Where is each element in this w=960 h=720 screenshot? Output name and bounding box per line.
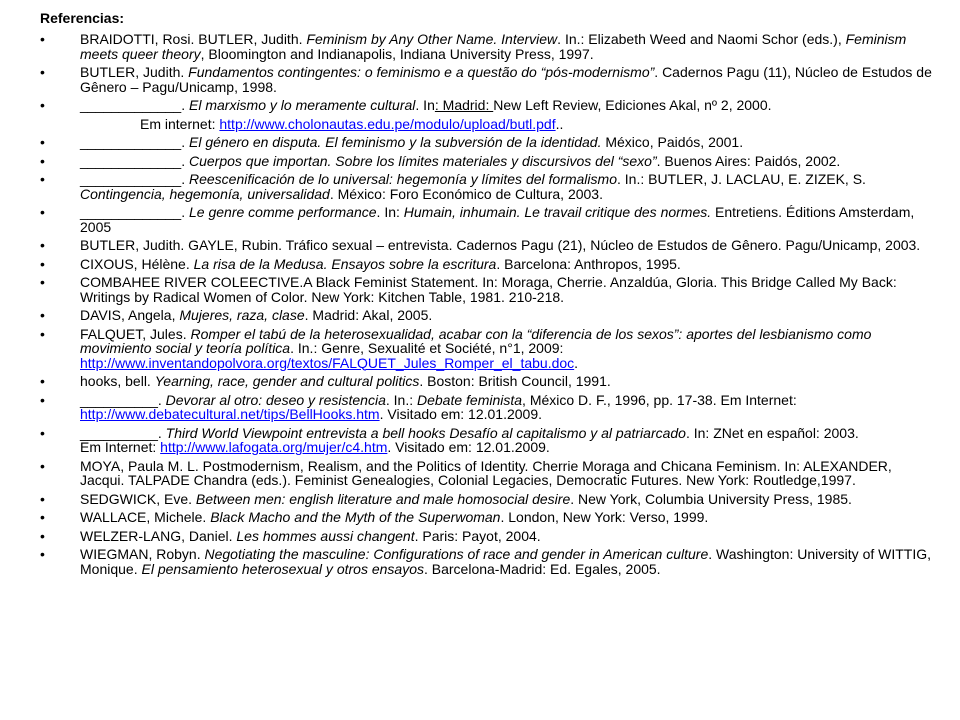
bullet-icon: •: [40, 457, 45, 474]
inventandopolvora-link[interactable]: http://www.inventandopolvora.org/textos/FALQUET_Jules_Romper_el_tabu.doc: [80, 354, 575, 371]
cholonautas-link[interactable]: http://www.cholonautas.edu.pe/modulo/upload/butl.pdf: [219, 115, 556, 132]
ref-butler-genero: • _____________. El género en disputa. El feminismo y la subversión de la identidad. México, Paidós, 2001.: [40, 134, 744, 150]
ref-welzer-lang: • WELZER-LANG, Daniel. Les hommes aussi changent. Paris: Payot, 2004.: [40, 527, 541, 544]
bullet-icon: •: [40, 152, 45, 169]
references-heading: Referencias:: [40, 10, 125, 26]
bullet-icon: •: [40, 307, 45, 323]
ref-braidotti: • BRAIDOTTI, Rosi. BUTLER, Judith. Feminism by Any Other Name. Interview. In.: Elizabeth Weed and Naomi Schor (eds.), Feminism meets queer theory, Bloomington and Indianapolis, Indiana University Press, 1997.: [40, 31, 907, 62]
bullet-icon: •: [40, 546, 45, 562]
bullet-icon: •: [40, 325, 45, 342]
ref-butler-marxismo: • _____________. El marxismo y lo meramente cultural. In: Madrid: New Left Review, Ediciones Akal, nº 2, 2000.: [40, 97, 772, 113]
ref-butler-gayle: • BUTLER, Judith. GAYLE, Rubin. Tráfico sexual – entrevista. Cadernos Pagu (21), Núcleo de Estudos de Gênero. Pagu/Unicamp, 2003.: [40, 237, 921, 253]
ref-wiegman: • WIEGMAN, Robyn. Negotiating the masculine: Configurations of race and gender in American culture. Washington: University of WITTIG, Monique. El pensamiento heterosexual y otros ensayos. Barcelona-Madrid: Ed. Egales, 2005.: [40, 546, 932, 577]
ref-wallace: • WALLACE, Michele. Black Macho and the Myth of the Superwoman. London, New York: Verso, 1999.: [40, 509, 709, 525]
references-list: [40, 32, 940, 576]
ref-hooks-znet: • __________. Third World Viewpoint entrevista a bell hooks Desafío al capitalismo y al patriarcado. In: ZNet en español: 2003. Em Internet: http://www.lafogata.org/mujer/c4.htm. Visitado em: 12.01.2009.: [40, 424, 859, 455]
ref-davis: • DAVIS, Angela, Mujeres, raza, clase. Madrid: Akal, 2005.: [40, 307, 433, 323]
bullet-icon: •: [40, 64, 45, 80]
bullet-icon: •: [40, 274, 45, 290]
ref-cixous: • CIXOUS, Hélène. La risa de la Medusa. Ensayos sobre la escritura. Barcelona: Anthropos, 1995.: [40, 255, 681, 272]
bullet-icon: •: [40, 527, 45, 544]
ref-moya: • MOYA, Paula M. L. Postmodernism, Realism, and the Politics of Identity. Cherrie Moraga and Chicana Feminism. In: ALEXANDER, Jacqui. TALPADE Chandra (eds.). Feminist Genealogies, Colonial Legacies, Democratic Futures. New York: Routledge,1997.: [40, 457, 892, 488]
bullet-icon: •: [40, 31, 45, 47]
bullet-icon: •: [40, 509, 45, 525]
ref-falquet: • FALQUET, Jules. Romper el tabú de la heterosexualidad, acabar con la “diferencia de los sexos”: aportes del lesbianismo como movimiento social y teoría política. In.: Genre, Sexualité et Société, n°1, 2009: http://www.inventandopolvora.org/textos/FALQUET_Jules_Romper_el_tabu.doc.: [40, 325, 872, 371]
ref-butler-fundamentos: • BUTLER, Judith. Fundamentos contingentes: o feminismo e a questão do “pós-modernismo”. Cadernos Pagu (11), Núcleo de Estudos de Gênero – Pagu/Unicamp, 1998.: [40, 64, 932, 95]
ref-internet-link: Em internet: http://www.cholonautas.edu.pe/modulo/upload/butl.pdf..: [140, 115, 564, 132]
bullet-icon: •: [40, 134, 45, 150]
slide: [40, 10, 940, 580]
bullet-icon: •: [40, 97, 45, 113]
ref-butler-reescenificacion: • _____________. Reescenificación de lo universal: hegemonía y límites del formalismo. In.: BUTLER, J. LACLAU, E. ZIZEK, S. Contingencia, hegemonía, universalidad. México: Foro Económico de Cultura, 2003.: [40, 171, 866, 202]
ref-hooks-devorar: • __________. Devorar al otro: deseo y resistencia. In.: Debate feminista, México D. F., 1996, pp. 17-38. Em Internet: http://www.debatecultural.net/tips/BellHooks.htm. Visitado em: 12.01.2009.: [40, 391, 797, 422]
bullet-icon: •: [40, 237, 45, 253]
ref-combahee: • COMBAHEE RIVER COLEECTIVE.A Black Feminist Statement. In: Moraga, Cherrie. Anzaldúa, Gloria. This Bridge Called My Back: Writings by Radical Women of Color. New York: Kitchen Table, 1981. 210-218.: [40, 274, 897, 305]
bullet-icon: •: [40, 171, 45, 187]
bullet-icon: •: [40, 490, 45, 507]
ref-hooks-yearning: • hooks, bell. Yearning, race, gender and cultural politics. Boston: British Council, 1991.: [40, 373, 611, 389]
ref-butler-cuerpos: • _____________. Cuerpos que importan. Sobre los límites materiales y discursivos del “sexo”. Buenos Aires: Paidós, 2002.: [40, 152, 841, 169]
lafogata-link[interactable]: http://www.lafogata.org/mujer/c4.htm: [160, 439, 388, 455]
bullet-icon: •: [40, 373, 45, 389]
bullet-icon: •: [40, 391, 45, 408]
debatecultural-link[interactable]: http://www.debatecultural.net/tips/BellHooks.htm: [80, 406, 380, 422]
bullet-icon: •: [40, 204, 45, 220]
bullet-icon: •: [40, 255, 45, 272]
ref-sedgwick: • SEDGWICK, Eve. Between men: english literature and male homosocial desire. New York, Columbia University Press, 1985.: [40, 490, 852, 507]
bullet-icon: •: [40, 424, 45, 441]
ref-butler-genre: • _____________. Le genre comme performance. In: Humain, inhumain. Le travail critique des normes. Entretiens. Éditions Amsterdam, 2005: [40, 204, 915, 235]
